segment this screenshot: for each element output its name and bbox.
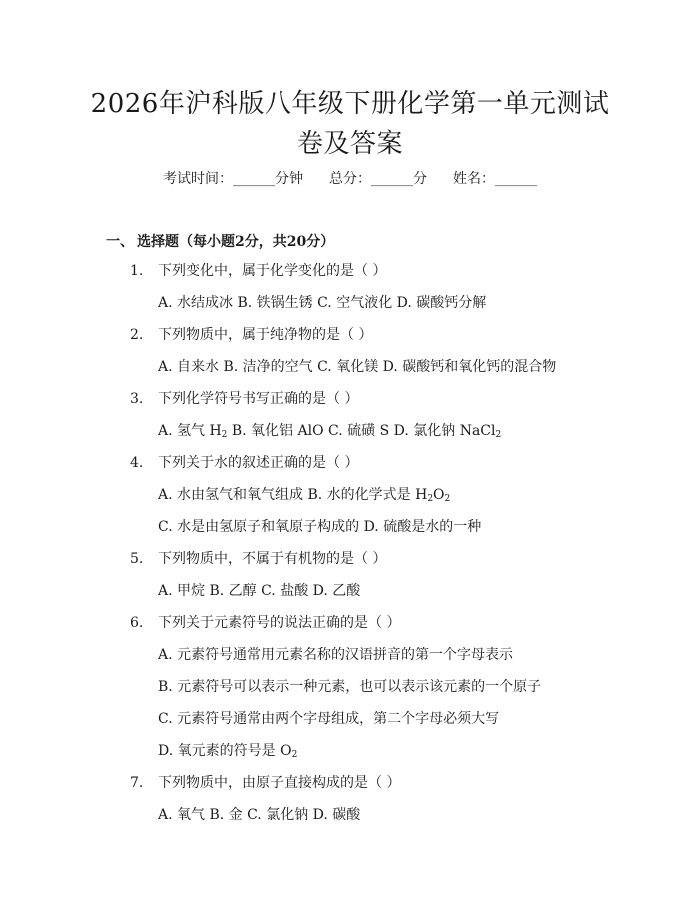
question-stem: 下列变化中，属于化学变化的是（ ） [158,263,387,279]
question-stem: 下列物质中，由原子直接构成的是（ ） [158,775,401,791]
question-6-option-a: A. 元素符号通常用元素名称的汉语拼音的第一个字母表示 [158,647,514,663]
question-7-options: A. 氧气 B. 金 C. 氯化钠 D. 碳酸 [158,807,361,823]
title-line-1: 2026年沪科版八年级下册化学第一单元测试 [90,89,610,119]
title-line-2: 卷及答案 [296,129,403,159]
question-5 [130,550,386,568]
question-number: 5. [130,551,144,567]
option-text: B. 氧化铝 AlO C. 硫磺 S D. 氯化钠 NaCl [227,423,496,439]
exam-info [0,170,700,188]
question-5-options: A. 甲烷 B. 乙醇 C. 盐酸 D. 乙酸 [158,583,361,599]
option-text: D. 氧元素的符号是 O [158,743,292,759]
section-heading [106,233,334,251]
question-6-option-c: C. 元素符号通常由两个字母组成，第二个字母必须大写 [158,711,500,727]
question-stem: 下列物质中，不属于有机物的是（ ） [158,551,387,567]
question-6-option-b: B. 元素符号可以表示一种元素，也可以表示该元素的一个原子 [158,679,542,695]
question-number: 1. [130,263,144,279]
document-title [60,84,640,164]
question-1-options: A. 水结成冰 B. 铁锅生锈 C. 空气液化 D. 碳酸钙分解 [158,295,487,311]
total-score: 总分：______分 [329,171,427,187]
question-3-options [158,422,501,440]
question-stem: 下列关于元素符号的说法正确的是（ ） [158,615,401,631]
question-1 [130,262,386,280]
student-name: 姓名：______ [453,171,537,187]
question-number: 2. [130,327,144,343]
question-stem: 下列化学符号书写正确的是（ ） [158,391,359,407]
subscript: 2 [427,494,434,504]
exam-time: 考试时间：______分钟 [163,171,303,187]
question-4-options-line-2: C. 水是由氢原子和氧原子构成的 D. 硫酸是水的一种 [158,519,482,535]
option-text: A. 氢气 H [158,423,222,439]
question-stem: 下列关于水的叙述正确的是（ ） [158,455,359,471]
question-3 [130,390,358,408]
option-text: O [433,487,445,503]
question-4-options-line-1 [158,486,450,504]
subscript: 2 [221,430,228,440]
question-number: 4. [130,455,144,471]
question-7 [130,774,400,792]
question-6-option-d [158,742,297,760]
question-4 [130,454,358,472]
question-2 [130,326,372,344]
question-number: 6. [130,615,144,631]
option-text: A. 水由氢气和氧气组成 B. 水的化学式是 H [158,487,428,503]
question-number: 7. [130,775,144,791]
question-number: 3. [130,391,144,407]
question-6 [130,614,400,632]
subscript: 2 [291,750,298,760]
question-2-options: A. 自来水 B. 洁净的空气 C. 氧化镁 D. 碳酸钙和氧化钙的混合物 [158,359,557,375]
subscript: 2 [444,494,451,504]
question-stem: 下列物质中，属于纯净物的是（ ） [158,327,373,343]
subscript: 2 [495,430,502,440]
section-number: 一、 [106,234,134,250]
section-label: 选择题（每小题2分，共20分） [137,234,335,250]
